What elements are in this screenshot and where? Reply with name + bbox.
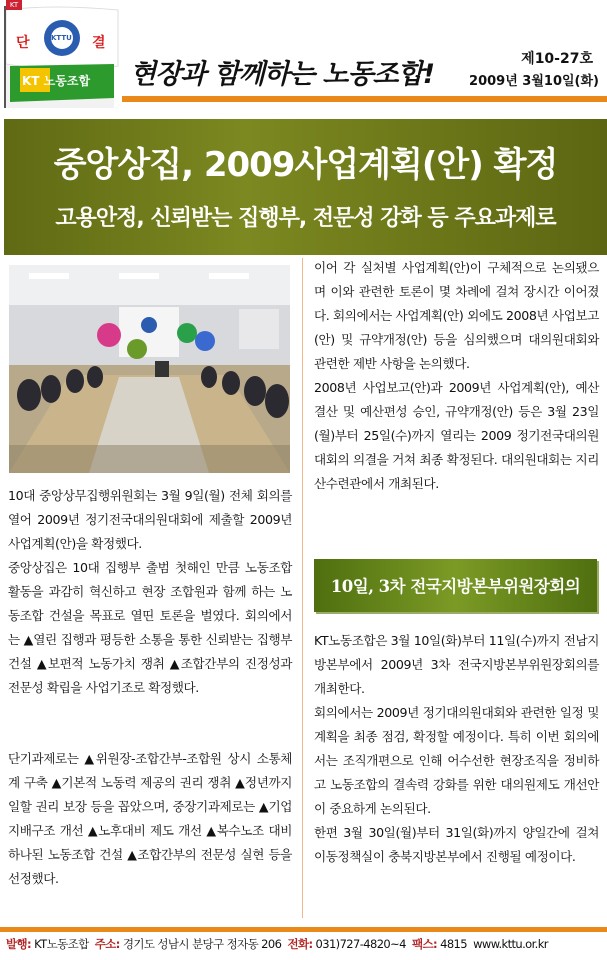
- subheadline: 고용안정, 신뢰받는 집행부, 전문성 강화 등 주요과제로: [55, 206, 556, 231]
- column-divider: [302, 258, 303, 918]
- website-link[interactable]: www.kttu.or.kr: [473, 937, 548, 951]
- paragraph: 2008년 사업보고(안)과 2009년 사업계획(안), 예산결산 및 예산편성 승인, 규약개정(안) 등은 3월 23일(월)부터 25일(수)까지 열리는 2009 정기전국대의원대회의 의결을 거쳐 최종 확정된다. 대의원대회는 지리산수련관에서 개최된다.: [314, 380, 599, 491]
- article-left-part1: [8, 484, 292, 700]
- phone: 031)727-4820~4: [315, 937, 406, 951]
- header-divider: [122, 96, 607, 102]
- meeting-photo: [9, 265, 290, 473]
- phone-label: 전화:: [287, 937, 313, 951]
- paragraph: 10대 중앙상무집행위원회는 3월 9일(월) 전체 회의를 열어 2009년 정기전국대의원대회에 제출할 2009년 사업계획(안)을 확정했다.: [8, 488, 292, 551]
- fax: 4815: [440, 937, 467, 951]
- slogan: 현장과 함께하는 노동조합!: [130, 59, 435, 90]
- article-right-part1: [314, 256, 599, 496]
- article-left-part2: [8, 747, 292, 891]
- fax-label: 팩스:: [412, 937, 438, 951]
- publisher: KT노동조합: [34, 937, 89, 951]
- paragraph: 회의에서는 2009년 정기대의원대회와 관련한 일정 및 계획을 최종 점검, 확정할 예정이다. 특히 이번 회의에서는 조직개편으로 인해 어수선한 현장조직을 정비하고 노동조합의 결속력 강화를 위한 대의원제도 개선안이 중요하게 논의된다.: [314, 705, 599, 816]
- headline-banner: [4, 119, 607, 255]
- union-flag-icon: [2, 4, 120, 108]
- paragraph: 중앙상집은 10대 집행부 출범 첫해인 만큼 노동조합 활동을 과감히 혁신하고 현장 조합원과 함께 하는 노동조합 건설을 목표로 열띤 토론을 벌였다. 회의에서는 ▲열린 집행과 평등한 소통을 통한 신뢰받는 집행부 건설 ▲보편적 노동가치 쟁취 ▲조합간부의 진정성과 전문성 확립을 사업기조로 확정했다.: [8, 560, 292, 695]
- kt-logo-icon: KT: [6, 0, 22, 10]
- footer: [6, 936, 606, 952]
- address: 경기도 성남시 분당구 정자동 206: [122, 937, 282, 951]
- sidebar-headline-box: [314, 559, 597, 612]
- headline: 중앙상집, 2009사업계획(안) 확정: [53, 145, 558, 185]
- paragraph: 단기과제로는 ▲위원장-조합간부-조합원 상시 소통체계 구축 ▲기본적 노동력 제공의 권리 쟁취 ▲정년까지 일할 권리 보장 등을 꼽았으며, 중장기과제로는 ▲기업지배구조 개선 ▲노후대비 제도 개선 ▲복수노조 대비 하나된 노동조합 건설 ▲조합간부의 전문성 실현 등을 선정했다.: [8, 751, 292, 886]
- flag-text-left: 단: [16, 35, 30, 51]
- publisher-label: 발행:: [6, 937, 32, 951]
- flag-text-right: 결: [92, 35, 106, 51]
- meeting-photo-image: [9, 265, 290, 473]
- sidebar-headline: 10일, 3차 전국지방본부위원장회의: [330, 577, 581, 596]
- article-right-part2: [314, 629, 599, 869]
- flag-emblem-text: KTTU: [51, 34, 72, 42]
- paragraph: 한편 3월 30일(월)부터 31일(화)까지 양일간에 걸쳐 이동정책실이 충북지방본부에서 진행될 예정이다.: [314, 825, 599, 864]
- paragraph: KT노동조합은 3월 10일(화)부터 11일(수)까지 전남지방본부에서 2009년 3차 전국지방본부위원장회의를 개최한다.: [314, 633, 599, 696]
- flag-union-name: KT 노동조합: [22, 74, 91, 88]
- issue-date: 2009년 3월10일(화): [469, 74, 599, 89]
- issue-number: 제10-27호: [521, 51, 593, 67]
- address-label: 주소:: [94, 937, 120, 951]
- paragraph: 이어 각 실처별 사업계획(안)이 구체적으로 논의됐으며 이와 관련한 토론이 몇 차례에 걸쳐 장시간 이어졌다. 회의에서는 사업계획(안) 외에도 2008년 사업보고(안) 및 규약개정(안) 등을 심의했으며 대의원대회와 관련한 제반 사항을 논의했다.: [314, 260, 599, 371]
- footer-divider: [0, 927, 607, 932]
- masthead: [0, 0, 607, 112]
